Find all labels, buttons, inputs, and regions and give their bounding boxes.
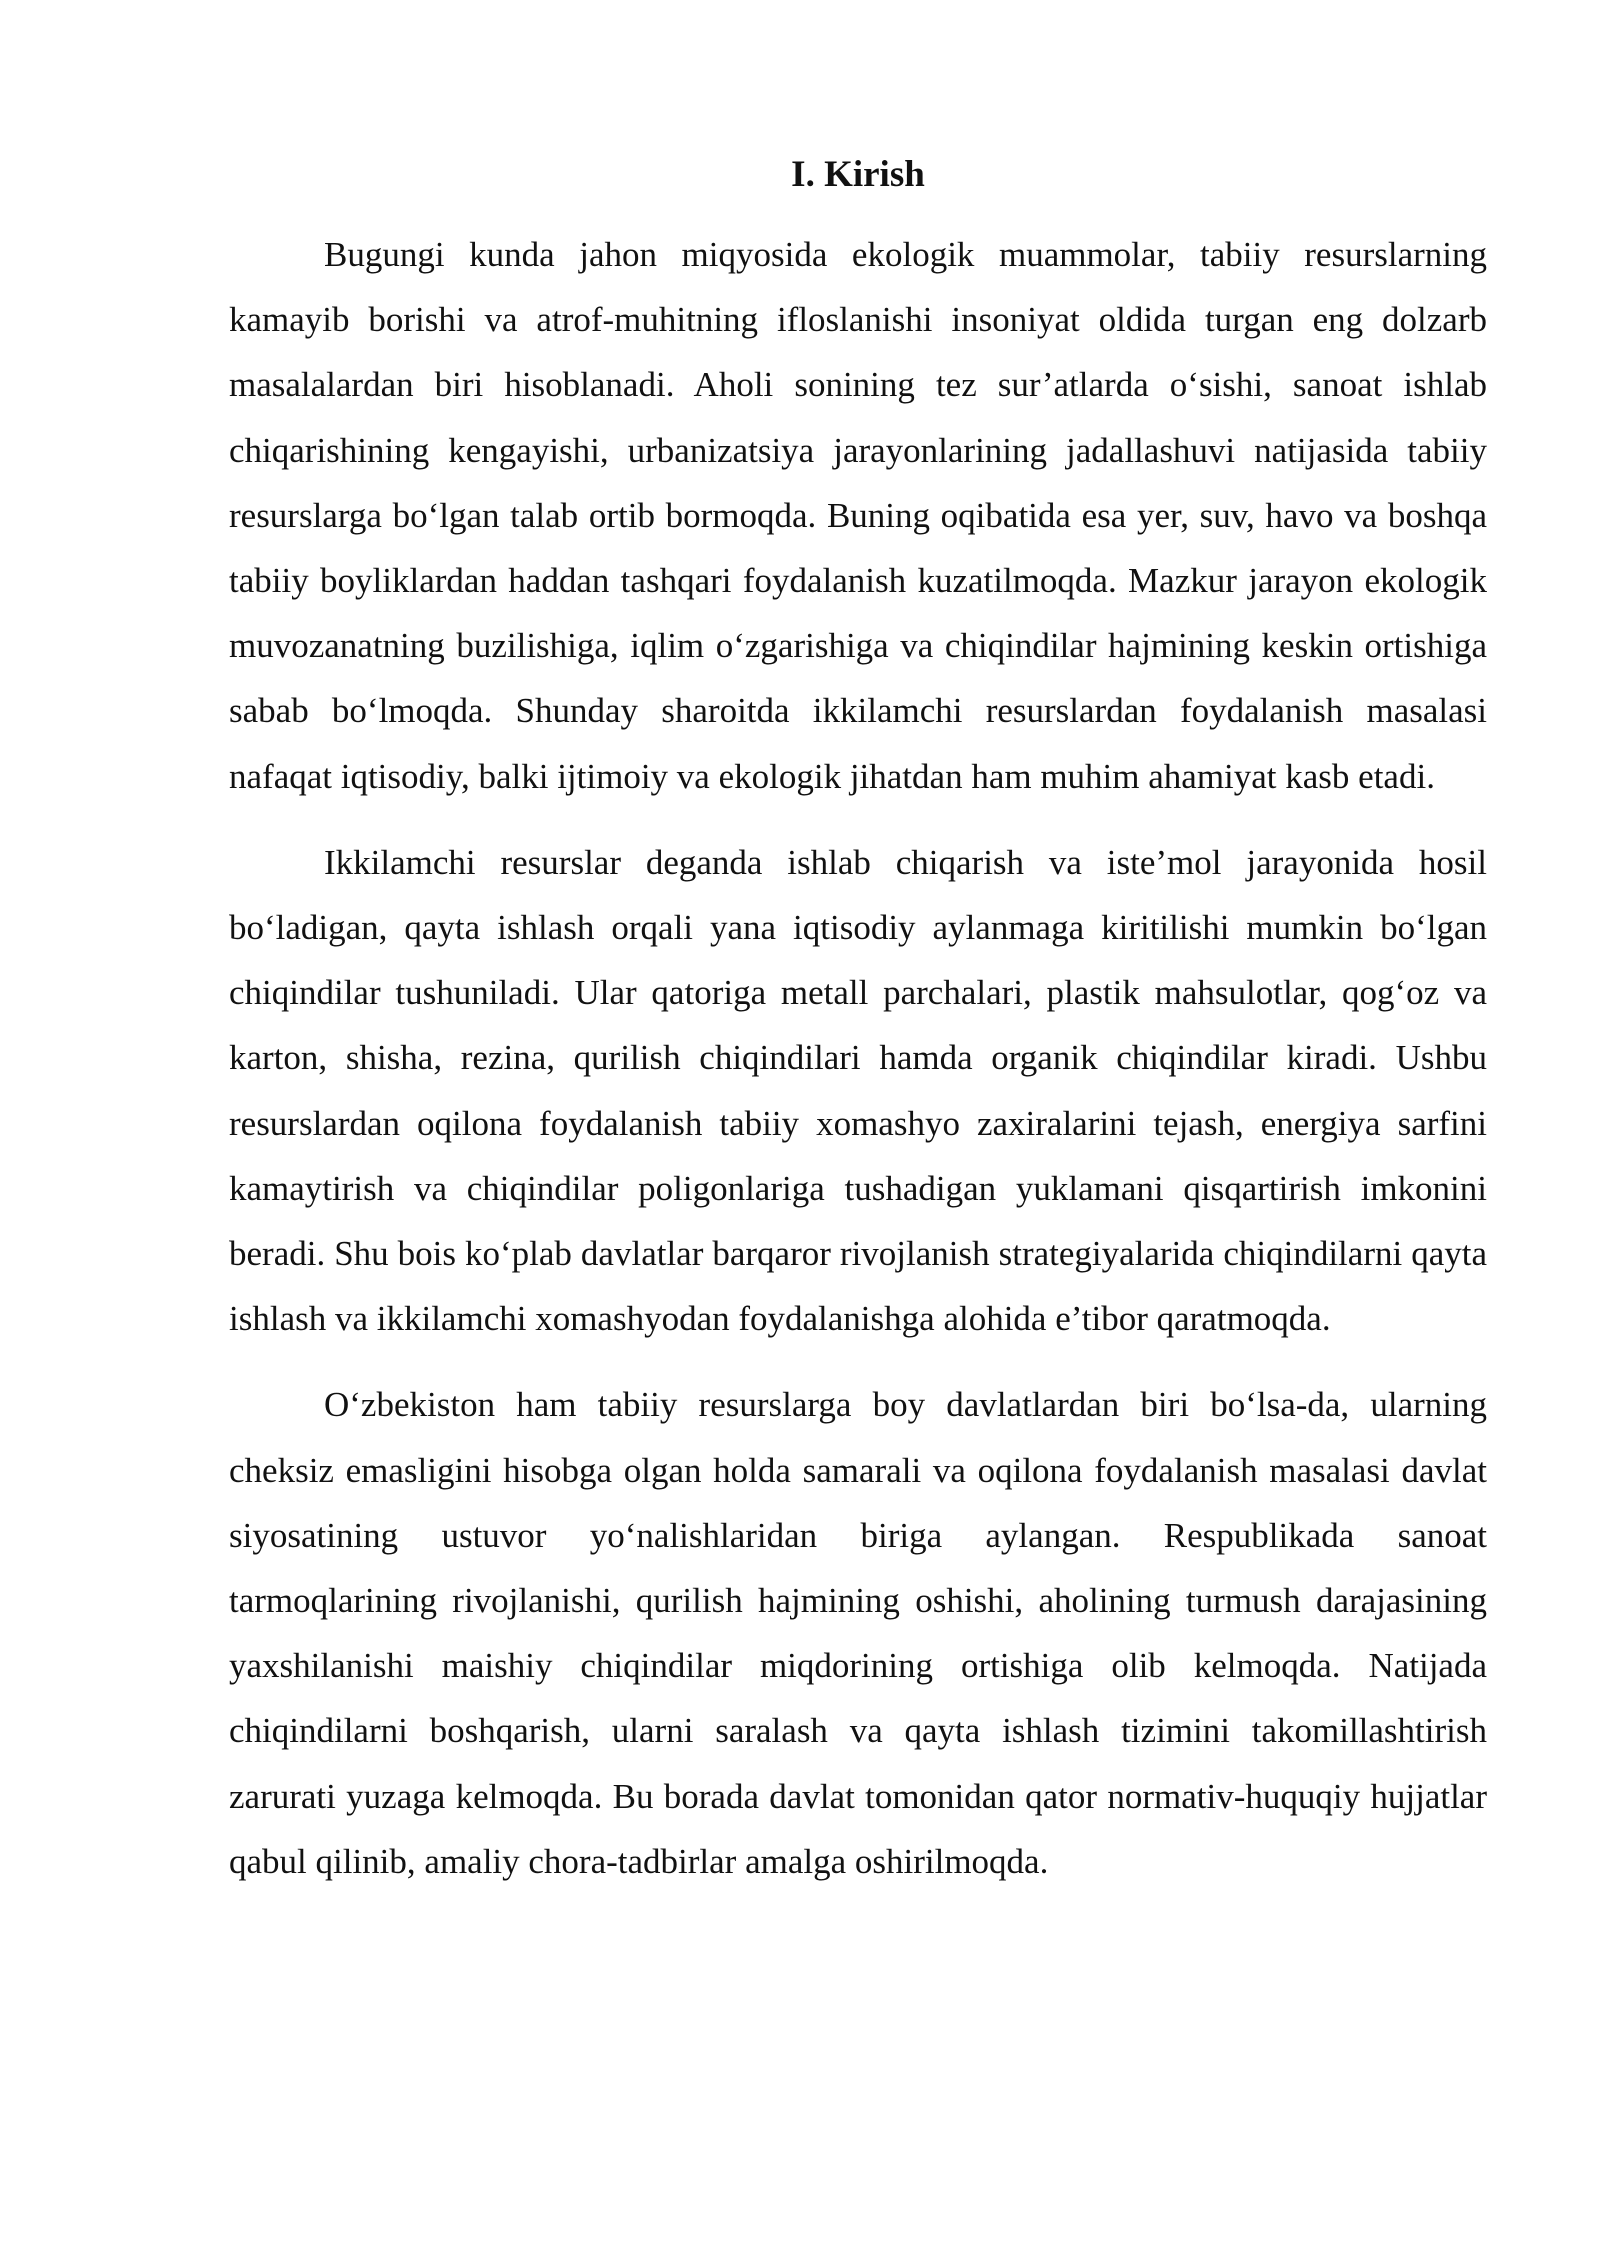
document-body: [229, 150, 1487, 1915]
section-title: I. Kirish: [791, 154, 925, 195]
paragraph-3: O‘zbekiston ham tabiiy resurslarga boy davlatlardan biri bo‘lsa-da, ularning cheksiz emasligini hisobga olgan holda samarali va oqilona foydalanish masalasi davlat siyosatining ustuvor yo‘nalishlaridan biriga aylangan. Respublikada sanoat tarmoqlarining rivojlanishi, qurilish hajmining oshishi, aholining turmush darajasining yaxshilanishi maishiy chiqindilar miqdorining ortishiga olib kelmoqda. Natijada chiqindilarni boshqarish, ularni saralash va qayta ishlash tizimini takomillashtirish zarurati yuzaga kelmoqda. Bu borada davlat tomonidan qator normativ-huquqiy hujjatlar qabul qilinib, amaliy chora-tadbirlar amalga oshirilmoqda.: [229, 1385, 1487, 1881]
paragraph-1: Bugungi kunda jahon miqyosida ekologik muammolar, tabiiy resurslarning kamayib borishi va atrof-muhitning ifloslanishi insoniyat oldida turgan eng dolzarb masalalardan biri hisoblanadi. Aholi sonining tez sur’atlarda o‘sishi, sanoat ishlab chiqarishining kengayishi, urbanizatsiya jarayonlarining jadallashuvi natijasida tabiiy resurslarga bo‘lgan talab ortib bormoqda. Buning oqibatida esa yer, suv, havo va boshqa tabiiy boyliklardan haddan tashqari foydalanish kuzatilmoqda. Mazkur jarayon ekologik muvozanatning buzilishiga, iqlim o‘zgarishiga va chiqindilar hajmining keskin ortishiga sabab bo‘lmoqda. Shunday sharoitda ikkilamchi resurslardan foydalanish masalasi nafaqat iqtisodiy, balki ijtimoiy va ekologik jihatdan ham muhim ahamiyat kasb etadi.: [229, 235, 1487, 796]
paragraph-2: Ikkilamchi resurslar deganda ishlab chiqarish va iste’mol jarayonida hosil bo‘ladigan, qayta ishlash orqali yana iqtisodiy aylanmaga kiritilishi mumkin bo‘lgan chiqindilar tushuniladi. Ular qatoriga metall parchalari, plastik mahsulotlar, qog‘oz va karton, shisha, rezina, qurilish chiqindilari hamda organik chiqindilar kiradi. Ushbu resurslardan oqilona foydalanish tabiiy xomashyo zaxiralarini tejash, energiya sarfini kamaytirish va chiqindilar poligonlariga tushadigan yuklamani qisqartirish imkonini beradi. Shu bois ko‘plab davlatlar barqaror rivojlanish strategiyalarida chiqindilarni qayta ishlash va ikkilamchi xomashyodan foydalanishga alohida e’tibor qaratmoqda.: [229, 842, 1487, 1339]
